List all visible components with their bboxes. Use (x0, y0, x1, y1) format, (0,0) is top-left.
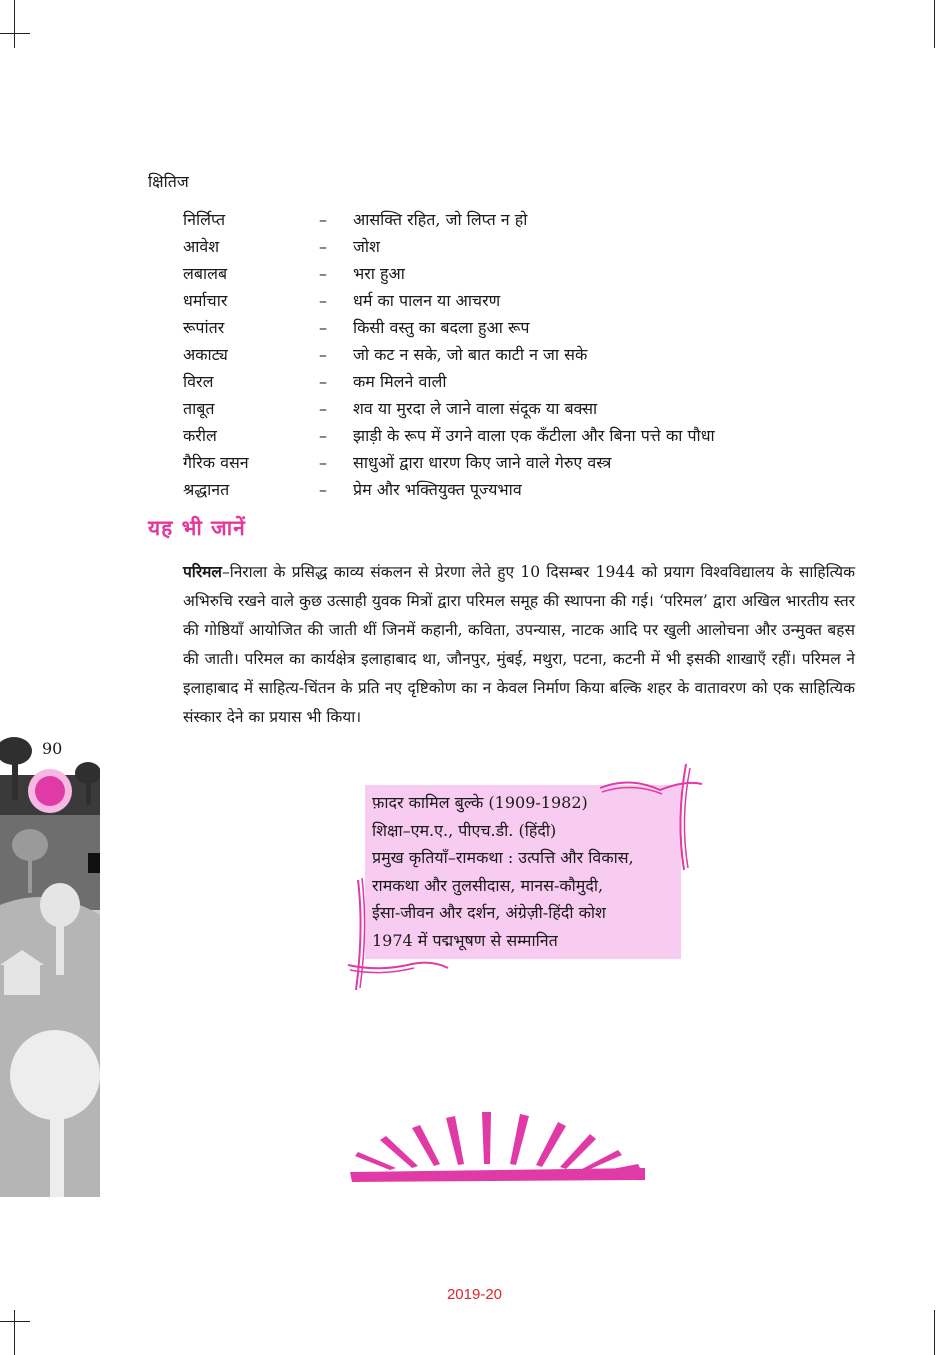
glossary-term: ताबूत (183, 399, 215, 418)
section-heading: यह भी जानें (148, 515, 246, 540)
glossary-meaning: कम मिलने वाली (353, 372, 447, 391)
book-title: क्षितिज (148, 172, 189, 191)
crop-mark (14, 0, 15, 48)
bio-line: फ़ादर कामिल बुल्के (1909-1982) (372, 793, 588, 812)
bio-line: रामकथा और तुलसीदास, मानस-कौमुदी, (372, 875, 604, 895)
crop-mark (14, 1310, 15, 1355)
glossary-dash: – (319, 426, 327, 445)
glossary-meaning: किसी वस्तु का बदला हुआ रूप (353, 318, 530, 337)
crop-mark (0, 33, 30, 34)
glossary-meaning: जोश (353, 237, 380, 256)
glossary-term: लबालब (183, 264, 228, 283)
glossary-meaning: प्रेम और भक्तियुक्त पूज्यभाव (353, 480, 522, 499)
glossary-term: श्रद्धानत (183, 480, 230, 499)
glossary-meaning: झाड़ी के रूप में उगने वाला एक कँटीला और बिना पत्ते का पौधा (353, 426, 715, 445)
glossary-term: गैरिक वसन (183, 453, 249, 472)
bio-line: शिक्षा–एम.ए., पीएच.डी. (हिंदी) (372, 820, 557, 840)
fan-ornament (350, 1110, 645, 1185)
glossary-dash: – (319, 399, 327, 418)
glossary-term: अकाट्य (183, 345, 228, 364)
glossary-dash: – (319, 291, 327, 310)
glossary-dash: – (319, 237, 327, 256)
crop-mark (0, 1321, 30, 1322)
glossary-dash: – (319, 318, 327, 337)
bio-text (372, 789, 634, 954)
glossary-dash: – (319, 372, 327, 391)
glossary-term: विरल (183, 372, 214, 391)
glossary-meaning: साधुओं द्वारा धारण किए जाने वाले गेरुए वस्त्र (353, 453, 612, 472)
parimal-paragraph (183, 557, 855, 732)
glossary-dash: – (319, 453, 327, 472)
glossary-term: धर्माचार (183, 291, 228, 310)
glossary-term: रूपांतर (183, 318, 225, 337)
glossary-term: निर्लिप्त (183, 210, 226, 229)
bio-line: ईसा-जीवन और दर्शन, अंग्रेज़ी-हिंदी कोश (372, 903, 606, 922)
glossary-dash: – (319, 210, 327, 229)
glossary-dash: – (319, 480, 327, 499)
landscape-illustration (0, 735, 100, 1197)
crop-mark (934, 0, 935, 48)
glossary-dash: – (319, 264, 327, 283)
glossary-meaning: जो कट न सके, जो बात काटी न जा सके (353, 345, 588, 364)
crop-mark (934, 1310, 935, 1355)
glossary-meaning: आसक्ति रहित, जो लिप्त न हो (353, 210, 528, 229)
paragraph-body: –निराला के प्रसिद्ध काव्य संकलन से प्रेरणा लेते हुए 10 दिसम्बर 1944 को प्रयाग विश्वविद्यालय के साहित्यिक अभिरुचि रखने वाले कुछ उत्साही युवक मित्रों द्वारा परिमल समूह की स्थापना की गई। ‘परिमल’ द्वारा अखिल भारतीय स्तर की गोष्ठियाँ आयोजित की जाती थीं जिनमें कहानी, कविता, उपन्यास, नाटक आदि पर खुली आलोचना और उन्मुक्त बहस की जाती। परिमल का कार्यक्षेत्र इलाहाबाद था, जौनपुर, मुंबई, मथुरा, पटना, कटनी में भी इसकी शाखाएँ रहीं। परिमल ने इलाहाबाद में साहित्य-चिंतन के प्रति नए दृष्टिकोण का न केवल निर्माण किया बल्कि शहर के वातावरण को एक साहित्यिक संस्कार देने का प्रयास भी किया। (183, 563, 855, 726)
page-number: 90 (42, 739, 63, 758)
glossary-meaning: भरा हुआ (353, 264, 405, 283)
paragraph-lead: परिमल (183, 562, 222, 581)
bio-line: 1974 में पद्मभूषण से सम्मानित (372, 930, 558, 950)
glossary-term: करील (183, 426, 217, 445)
glossary-dash: – (319, 345, 327, 364)
glossary-term: आवेश (183, 237, 220, 256)
edition-year: 2019-20 (446, 1286, 503, 1303)
glossary-meaning: शव या मुरदा ले जाने वाला संदूक या बक्सा (353, 399, 598, 418)
bio-line: प्रमुख कृतियाँ–रामकथा : उत्पत्ति और विकास, (372, 848, 634, 867)
glossary-meaning: धर्म का पालन या आचरण (353, 291, 501, 310)
